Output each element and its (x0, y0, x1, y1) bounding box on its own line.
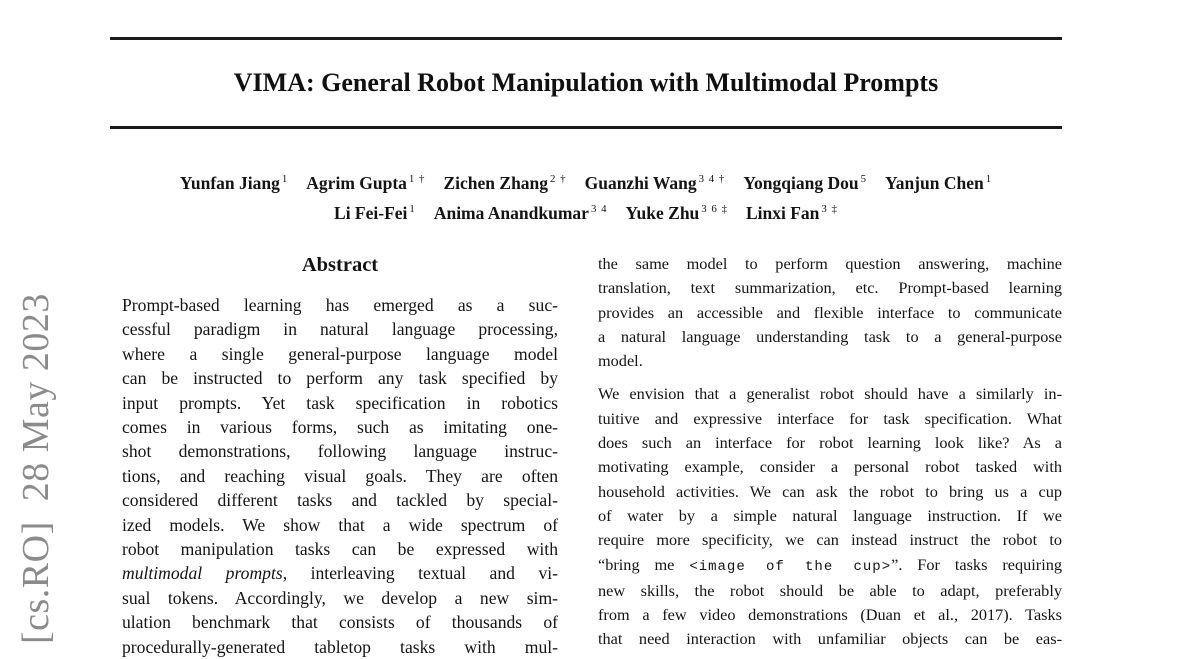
author-affiliation-sup: 3 4 † (698, 173, 726, 185)
text-segment: input prompts. Yet task specification in robotics (122, 392, 558, 413)
text-line (598, 407, 1062, 431)
text-segment: translation, text summarization, etc. Prompt-based learning (598, 278, 1062, 298)
text-line (598, 553, 1062, 579)
intro-paragraph-1 (598, 252, 1062, 373)
text-line (598, 431, 1062, 455)
text-line (122, 391, 558, 415)
author-name: Li Fei-Fei $^1$ (334, 202, 416, 223)
text-line (122, 366, 558, 390)
author-affiliation-sup: 1 (409, 202, 416, 215)
text-line (122, 293, 558, 317)
italic-text: multimodal prompts (122, 563, 283, 584)
text-line (598, 382, 1062, 406)
text-segment: require more specificity, we can instead instruct the robot to (598, 530, 1062, 550)
author-affiliation-sup: 3 4 (590, 202, 608, 215)
abstract-heading: Abstract (301, 254, 379, 276)
arxiv-watermark: [cs.RO] 28 May 2023 (15, 293, 57, 644)
text-segment: new skills, the robot should be able to adapt, preferably (598, 580, 1062, 600)
text-segment: considered different tasks and tackled by special- (122, 490, 558, 511)
text-line (598, 325, 1062, 349)
intro-paragraph-2 (598, 382, 1062, 651)
text-line (122, 513, 558, 537)
author-affiliation-sup: 1 † (408, 173, 426, 185)
text-line (122, 537, 558, 561)
author-affiliation-sup: 5 (860, 173, 867, 185)
text-segment: cessful paradigm in natural language processing, (122, 319, 558, 340)
text-line (122, 464, 558, 488)
text-segment: , interleaving textual and vi- (282, 563, 558, 584)
text-segment: a natural language understanding task to a general-purpose (598, 326, 1062, 346)
text-line (598, 480, 1062, 504)
text-line (122, 586, 558, 610)
author-affiliation-sup: 2 † (550, 173, 567, 185)
text-line (598, 349, 1062, 373)
text-line (598, 276, 1062, 300)
text-line (598, 579, 1062, 603)
right-column (598, 252, 1062, 652)
paper-title: VIMA: General Robot Manipulation with Multimodal Prompts (233, 68, 939, 97)
left-column (122, 252, 558, 659)
title-rule-top (110, 37, 1062, 40)
author-name: Zichen Zhang $^{2 \dagger}$ (443, 172, 567, 193)
text-segment: sual tokens. Accordingly, we develop a new sim- (122, 587, 558, 608)
text-segment: the same model to perform question answering, machine (598, 254, 1062, 273)
text-segment: where a single general-purpose language model (122, 343, 558, 364)
author-line-2 (110, 196, 1062, 226)
text-segment: does such an interface for robot learning look like? As a (598, 433, 1062, 453)
text-segment: Prompt-based learning has emerged as a suc- (122, 295, 558, 315)
text-segment: motivating example, consider a personal robot tasked with (598, 457, 1062, 477)
text-segment: household activities. We can ask the robot to bring us a cup (598, 481, 1062, 501)
text-segment: We envision that a generalist robot should have a similarly in- (598, 384, 1062, 404)
author-name: Yunfan Jiang $^1$ (179, 172, 289, 193)
text-segment: can be instructed to perform any task specified by (122, 368, 558, 389)
text-segment: model. (598, 351, 643, 371)
text-line (122, 610, 558, 634)
author-name: Anima Anandkumar $^{3 4}$ (433, 202, 608, 223)
text-line (122, 415, 558, 439)
text-segment: tions, and reaching visual goals. They are often (122, 465, 558, 486)
text-segment: ”. For tasks requiring (891, 554, 1062, 574)
author-name: Yongqiang Dou $^5$ (743, 172, 867, 193)
text-line (598, 301, 1062, 325)
author-name: Linxi Fan $^{3 \ddagger}$ (745, 202, 838, 223)
text-segment: robot manipulation tasks can be expressed with (122, 539, 558, 560)
author-name: Yanjun Chen $^1$ (885, 172, 993, 193)
text-segment: tuitive and expressive interface for task specification. What (598, 408, 1062, 428)
author-name: Guanzhi Wang $^{3 4 \dagger}$ (584, 172, 726, 193)
text-segment: shot demonstrations, following language instruc- (122, 441, 558, 462)
text-line (122, 488, 558, 512)
author-affiliation-sup: 1 (281, 173, 289, 185)
abstract-body (122, 293, 558, 659)
text-line (598, 252, 1062, 276)
text-segment: that need interaction with unfamiliar objects can be eas- (598, 629, 1062, 649)
text-line (598, 528, 1062, 552)
author-name: Agrim Gupta $^{1 \dagger}$ (306, 172, 426, 193)
mono-text: <image of the cup> (689, 558, 892, 575)
text-line (598, 504, 1062, 528)
text-line (122, 317, 558, 341)
author-block (110, 166, 1062, 226)
text-line (122, 439, 558, 463)
author-name: Yuke Zhu $^{3 6 \ddagger}$ (625, 202, 728, 223)
text-segment: provides an accessible and flexible interface to communicate (598, 302, 1062, 322)
text-segment: comes in various forms, such as imitating one- (122, 417, 558, 438)
author-affiliation-sup: 3 6 ‡ (701, 202, 728, 215)
title-rule-bottom (110, 126, 1062, 129)
text-segment: “bring me (598, 554, 690, 574)
text-segment: of water by a simple natural language instruction. If we (598, 505, 1062, 525)
text-line (598, 627, 1062, 651)
text-line (122, 561, 558, 585)
text-line (598, 455, 1062, 479)
text-segment: from a few video demonstrations (Duan et al., 2017). Tasks (598, 605, 1062, 625)
author-line-1 (110, 166, 1062, 196)
author-affiliation-sup: 1 (985, 173, 993, 185)
text-segment: ized models. We show that a wide spectrum of (122, 514, 558, 535)
text-line (598, 603, 1062, 627)
text-segment: ulation benchmark that consists of thousands of (122, 612, 558, 633)
text-line (122, 342, 558, 366)
text-line (122, 635, 558, 659)
author-affiliation-sup: 3 ‡ (821, 202, 838, 215)
text-segment: procedurally-generated tabletop tasks with mul- (122, 636, 558, 657)
